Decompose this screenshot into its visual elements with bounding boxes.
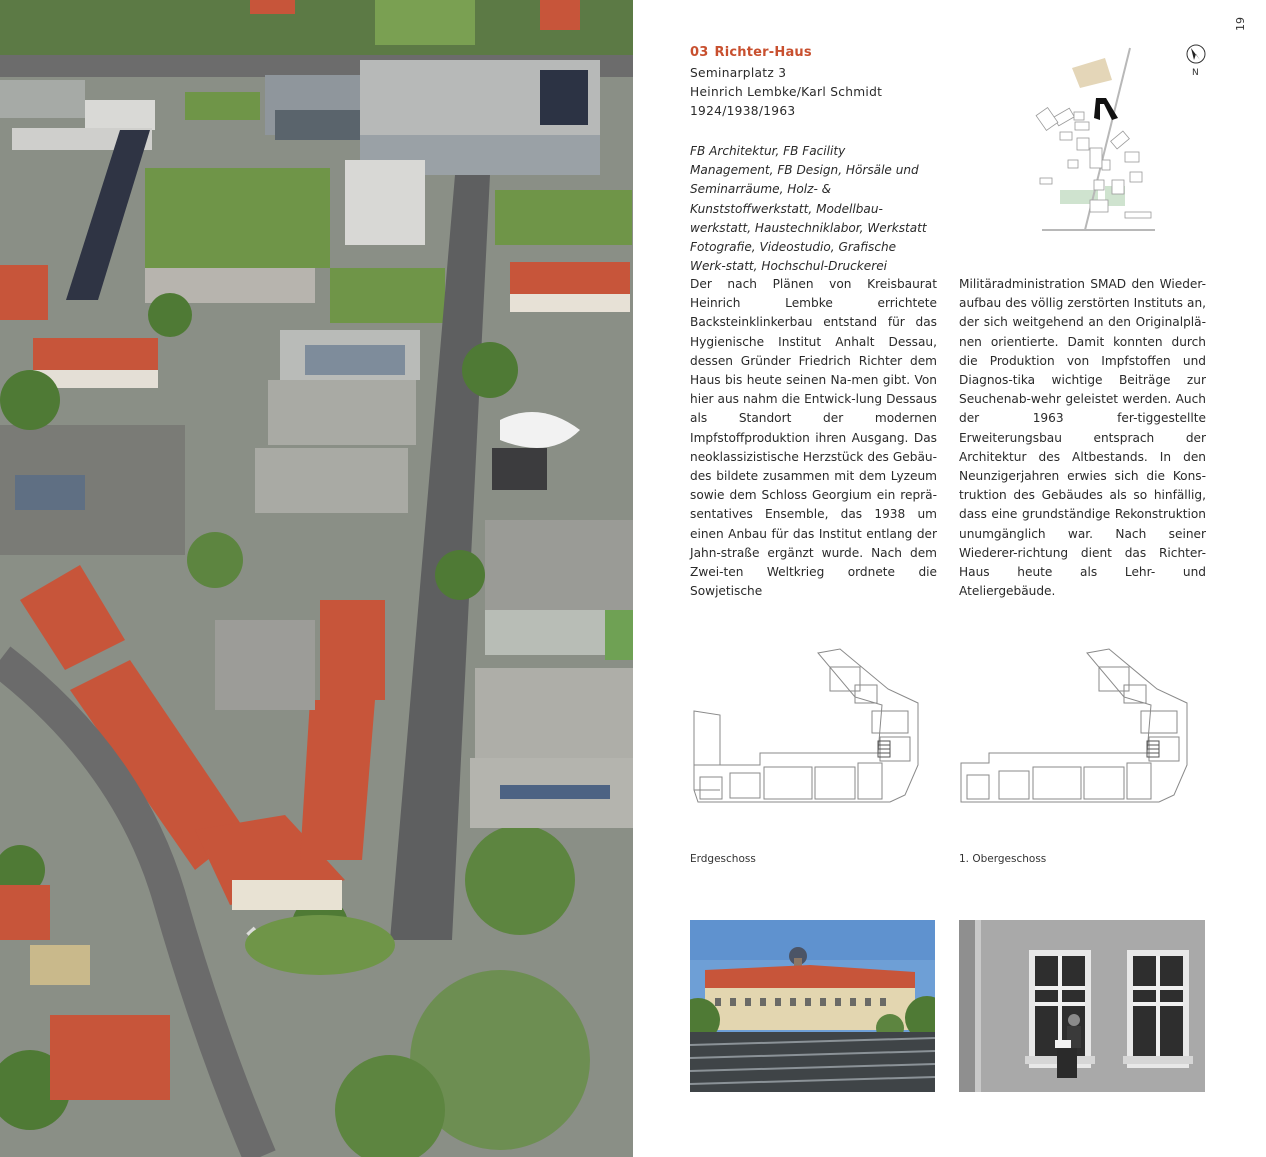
body-text-column-2: Militäradministration SMAD den Wieder-aufbau des völlig zerstörten Instituts an, der sich weitgehend an den Originalplä-nen orientierte. Damit konnten durch die Produktion von Impfstoffen und Diagnos-tika wichtige Beiträge zur Seuchenab-wehr geleistet werden. Auch der 1963 fer-tiggestellte Erweiterungsbau entsprach der Architektur des Altbestands. In den Neunzigerjahren erwies sich die Kons-truktion des Gebäudes als so hinfällig, dass eine grundständige Rekonstruktion unumgänglich war. Nach seiner Wiederer-richtung dient das Richter-Haus heute als Lehr- und Ateliergebäude.	[959, 277, 1206, 599]
entry-title	[690, 45, 812, 60]
photo-building-exterior-image	[690, 920, 935, 1092]
photo-window-person	[959, 920, 1205, 1092]
floor-plan-first	[959, 645, 1199, 805]
photo-building-exterior	[690, 920, 935, 1092]
floor-plan-first-drawing	[959, 645, 1199, 805]
floor-plan-ground	[690, 645, 930, 805]
floor-plan-ground-caption: Erdgeschoss	[690, 853, 756, 865]
north-label: N	[1192, 68, 1199, 78]
page-number: 19	[1234, 17, 1247, 31]
entry-address: Seminarplatz 3	[690, 66, 787, 80]
floor-plan-ground-drawing	[690, 645, 930, 805]
entry-title-text: Richter-Haus	[714, 45, 812, 60]
photo-window-person-image	[959, 920, 1205, 1092]
entry-number: 03	[690, 45, 709, 60]
site-map-drawing	[1030, 40, 1210, 240]
entry-uses: FB Architektur, FB Facility Management, FB Design, Hörsäle und Seminarräume, Holz- & Kunststoffwerkstatt, Modellbau-werkstatt, Haustechniklabor, Werkstatt Fotografie, Videostudio, Grafische Werk-statt, Hochschul-Druckerei	[690, 144, 927, 274]
site-map	[1030, 40, 1210, 240]
entry-years: 1924/1938/1963	[690, 104, 796, 118]
entry-architects: Heinrich Lembke/Karl Schmidt	[690, 85, 883, 99]
body-text-column-1: Der nach Plänen von Kreisbaurat Heinrich Lembke errichtete Backsteinklinkerbau entstand für das Hygienische Institut Anhalt Dessau, dessen Gründer Friedrich Richter dem Haus bis heute seinen Na-men gibt. Von hier aus nahm die Entwick-lung Dessaus als Standort der modernen Impfstoffproduktion ihren Ausgang. Das neoklassizistische Herzstück des Gebäu-des bildete zusammen mit dem Lyzeum sowie dem Schloss Georgium ein reprä-sentatives Ensemble, das 1938 um einen Anbau für das Institut entlang der Jahn-straße ergänzt wurde. Nach dem Zwei-ten Weltkrieg ordnete die Sowjetische	[690, 277, 937, 599]
floor-plan-first-caption: 1. Obergeschoss	[959, 853, 1047, 865]
